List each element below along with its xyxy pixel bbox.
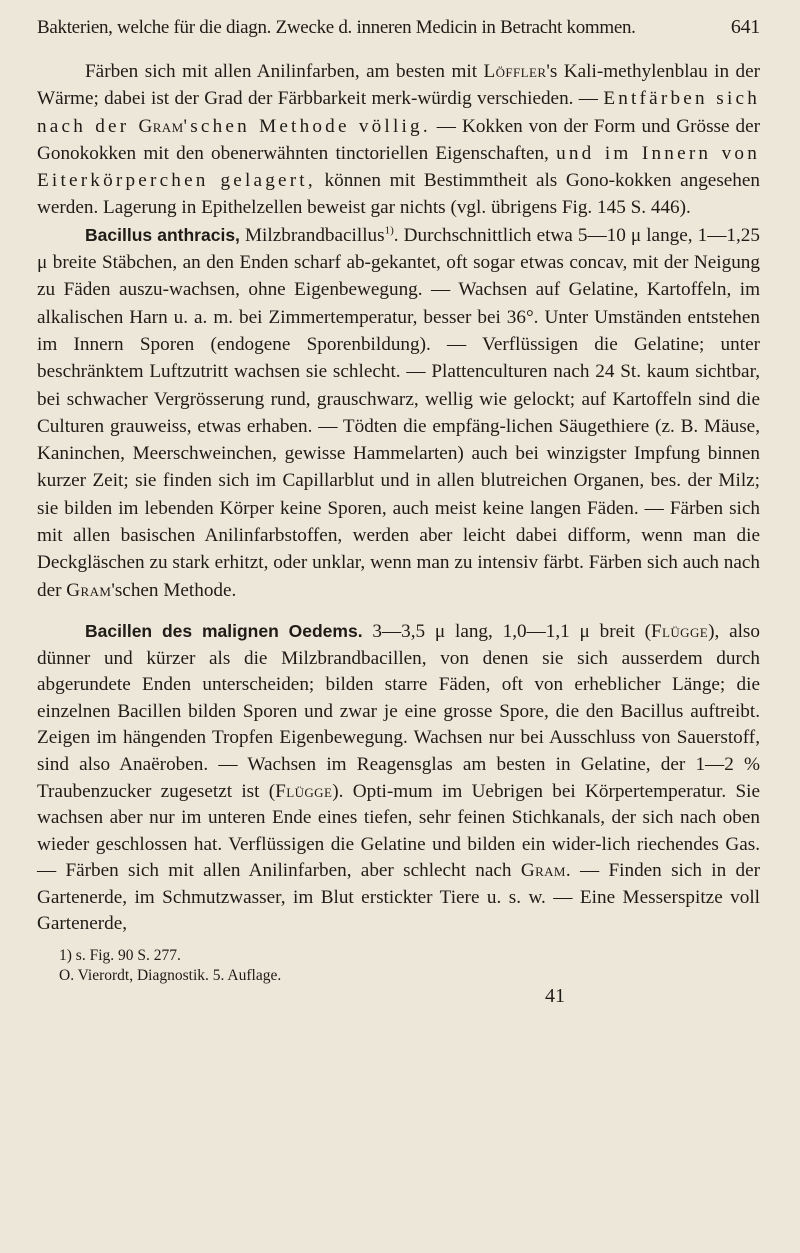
text-run: 'schen Methode.	[111, 579, 237, 601]
paragraph-gonokokken	[37, 58, 760, 222]
page-number: 641	[730, 16, 760, 38]
text-run: ). Opti-mum im Uebrigen bei Körpertemperatur. Sie wachsen aber nur im unteren Ende eines tiefen, sehr feinen Stichkanals, der sich nach oben wieder geschlossen hat. Verflüssigen die Gelatine und bilden ein wider-lich riechendes Gas. — Färben sich mit allen Anilinfarben, aber schlecht nach	[37, 780, 760, 882]
text-run: Färben sich mit allen Anilinfarben, am besten mit	[85, 61, 484, 82]
running-title: Bakterien, welche für die diagn. Zwecke d. inneren Medicin in Betracht kommen.	[37, 17, 636, 38]
text-run: . Durchschnittlich etwa 5—10 μ lange, 1—1,25 μ breite Stäbchen, an den Enden scharf ab-gekantet, oft sogar etwas concav, mit der Neigung zu Fäden auszu-wachsen, ohne Eigenbewegung. — Wachsen auf Gelatine, Kartoffeln, im alkalischen Harn u. a. m. bei Zimmertemperatur, besser bei 36°. Unter Umständen entstehen im Innern Sporen (endogene Sporenbildung). — Verflüssigen die Gelatine; unter beschränktem Luftzutritt wachsen sie schlecht. — Plattenculturen nach 24 St. kaum sichtbar, bei schwacher Vergrösserung rund, grauschwarz, wellig wie gelockt; auf Kartoffeln sind die Culturen grauweiss, etwas erhaben. — Tödten die empfäng-lichen Säugethiere (z. B. Mäuse, Kaninchen, Meerschweinchen, gewisse Hammelarten) auch bei winzigster Impfung binnen kurzer Zeit; sie finden sich im Capillarblut und in allen blutreichen Organen, bes. der Milz; sie bilden im lebenden Körper keine Sporen, auch meist keine langen Fäden. — Färben sich mit allen basischen Anilinfarbstoffen, werden aber leicht dabei difform, wenn man die Deckgläschen zu stark erhitzt, oder unklar, wenn man zu intensiv färbt. Färben sich auch nach der	[37, 224, 760, 601]
author-name: Gram	[520, 860, 566, 882]
footnote-ref: 1)	[384, 224, 394, 237]
running-head	[37, 16, 760, 39]
author-name: Gram	[138, 115, 184, 137]
text-run: — Kokken von der Form und Grösse der Gonokokken mit den obenerwähnten tinctoriellen Eigenschaften,	[37, 115, 760, 164]
sheet-signature: 41	[545, 985, 565, 1008]
paragraph-malignes-oedem	[37, 618, 760, 938]
text-run: ), also dünner und kürzer als die Milzbrandbacillen, von denen sie sich ausserdem durch abgerundete Enden unterscheiden; bilden starre Fäden, oft von erheblicher Länge; die einzelnen Bacillen bilden Sporen und zwar je eine grosse Spore, die den Bacillus auftreibt. Zeigen im hängenden Tropfen Eigenbewegung. Wachsen nur bei Ausschluss von Sauerstoff, sind also Anaëroben. — Wachsen im Reagensglas am besten in Gelatine, der 1—2 % Traubenzucker zugesetzt ist (	[37, 620, 760, 802]
text-run: 3—3,5 μ lang, 1,0—1,1 μ breit (	[362, 620, 651, 642]
body-text	[37, 58, 760, 938]
section-heading: Bacillus anthracis,	[85, 224, 240, 245]
footnotes	[37, 946, 760, 1006]
imprint-text: O. Vierordt, Diagnostik. 5. Auflage.	[59, 967, 282, 985]
paragraph-anthracis	[37, 222, 760, 604]
emphasis-text: 'schen Methode völlig.	[183, 115, 431, 137]
emphasis-text: und im Innern von Eiterkörperchen gelagert,	[37, 142, 760, 192]
text-run: 's Kali-methylenblau in der Wärme; dabei ist der Grad der Färbbarkeit merk-würdig verschieden. —	[37, 61, 760, 110]
author-name: Löffler	[483, 61, 547, 82]
author-name: Flügge	[650, 620, 709, 642]
author-name: Gram	[66, 579, 112, 601]
text-run: können mit Bestimmtheit als Gono-kokken angesehen werden. Lagerung in Epithelzellen beweist gar nichts (vgl. übrigens Fig. 145 S. 446).	[37, 170, 761, 219]
text-run: Milzbrandbacillus	[239, 224, 385, 246]
author-name: Flügge	[275, 780, 333, 802]
emphasis-text: Entfärben sich nach der	[37, 88, 760, 137]
imprint-line	[59, 966, 760, 986]
section-heading: Bacillen des malignen Oedems.	[85, 620, 363, 641]
text-run: . — Finden sich in der Gartenerde, im Schmutzwasser, im Blut erstickter Tiere u. s. w. — Eine Messerspitze voll Gartenerde,	[37, 860, 760, 935]
footnote-1: 1) s. Fig. 90 S. 277.	[59, 947, 181, 965]
